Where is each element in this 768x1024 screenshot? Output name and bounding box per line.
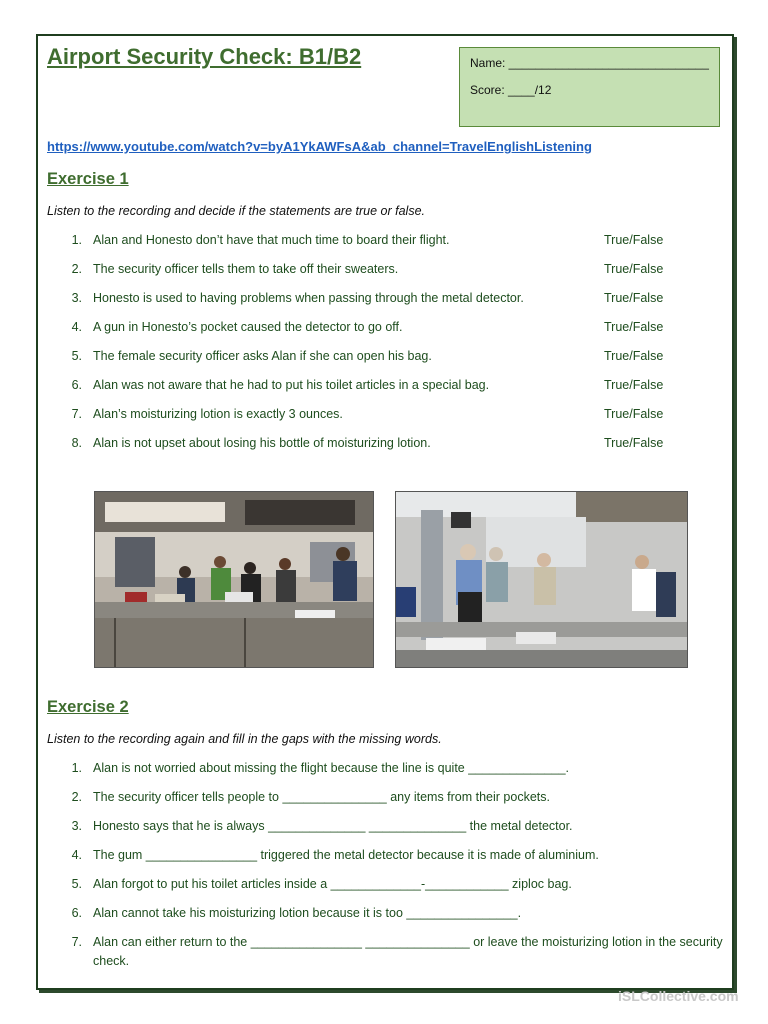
gap-fill-text[interactable]: Honesto says that he is always ______________ ______________ the metal detector.	[93, 819, 573, 833]
gap-fill-text[interactable]: The security officer tells people to _______________ any items from their pockets.	[93, 790, 550, 804]
statement-text: Honesto is used to having problems when passing through the metal detector.	[93, 291, 524, 305]
statement-text: Alan is not upset about losing his bottle of moisturizing lotion.	[93, 436, 431, 450]
item-number: 5.	[71, 349, 82, 363]
item-number: 3.	[71, 291, 82, 305]
exercise1-title: Exercise 1	[47, 170, 129, 188]
true-false-answer[interactable]: True/False	[604, 291, 664, 305]
item-number: 7.	[71, 935, 82, 949]
statement-text: The female security officer asks Alan if she can open his bag.	[93, 349, 432, 363]
exercise2-instruction: Listen to the recording again and fill in the gaps with the missing words.	[47, 732, 442, 746]
student-info-box	[459, 47, 720, 127]
gap-fill-text[interactable]: Alan can either return to the ________________ _______________ or leave the moisturizing lotion in the security check.	[93, 935, 723, 968]
exercise1-instruction: Listen to the recording and decide if the statements are true or false.	[47, 204, 425, 218]
true-false-answer[interactable]: True/False	[604, 407, 664, 421]
item-number: 6.	[71, 906, 82, 920]
page-title: Airport Security Check: B1/B2	[47, 44, 362, 69]
statement-text: Alan and Honesto don’t have that much time to board their flight.	[93, 233, 450, 247]
true-false-answer[interactable]: True/False	[604, 233, 664, 247]
true-false-answer[interactable]: True/False	[604, 262, 664, 276]
name-field[interactable]: Name: ______________________________	[470, 56, 709, 70]
item-number: 4.	[71, 320, 82, 334]
gap-fill-text[interactable]: The gum ________________ triggered the metal detector because it is made of aluminium.	[93, 848, 599, 862]
gap-fill-text[interactable]: Alan cannot take his moisturizing lotion because it is too ________________.	[93, 906, 522, 920]
item-number: 1.	[71, 233, 82, 247]
exercise2-title: Exercise 2	[47, 698, 129, 716]
item-number: 8.	[71, 436, 82, 450]
score-field: Score: ____/12	[470, 83, 552, 97]
item-number: 1.	[71, 761, 82, 775]
true-false-answer[interactable]: True/False	[604, 349, 664, 363]
item-number: 5.	[71, 877, 82, 891]
item-number: 6.	[71, 378, 82, 392]
gap-fill-text[interactable]: Alan is not worried about missing the flight because the line is quite ______________.	[93, 761, 570, 775]
true-false-answer[interactable]: True/False	[604, 378, 664, 392]
item-number: 2.	[71, 262, 82, 276]
item-number: 7.	[71, 407, 82, 421]
watermark: iSLCollective.com	[618, 988, 739, 1004]
item-number: 3.	[71, 819, 82, 833]
video-link[interactable]: https://www.youtube.com/watch?v=byA1YkAWFsA&ab_channel=TravelEnglishListening	[47, 139, 592, 154]
statement-text: A gun in Honesto’s pocket caused the detector to go off.	[93, 320, 403, 334]
statement-text: Alan’s moisturizing lotion is exactly 3 ounces.	[93, 407, 343, 421]
statement-text: Alan was not aware that he had to put his toilet articles in a special bag.	[93, 378, 490, 392]
statement-text: The security officer tells them to take off their sweaters.	[93, 262, 399, 276]
item-number: 2.	[71, 790, 82, 804]
metal-detector-photo	[395, 491, 688, 668]
security-line-photo	[94, 491, 374, 668]
true-false-answer[interactable]: True/False	[604, 436, 664, 450]
item-number: 4.	[71, 848, 82, 862]
true-false-answer[interactable]: True/False	[604, 320, 664, 334]
gap-fill-text[interactable]: Alan forgot to put his toilet articles inside a _____________-____________ ziploc bag.	[93, 877, 572, 891]
